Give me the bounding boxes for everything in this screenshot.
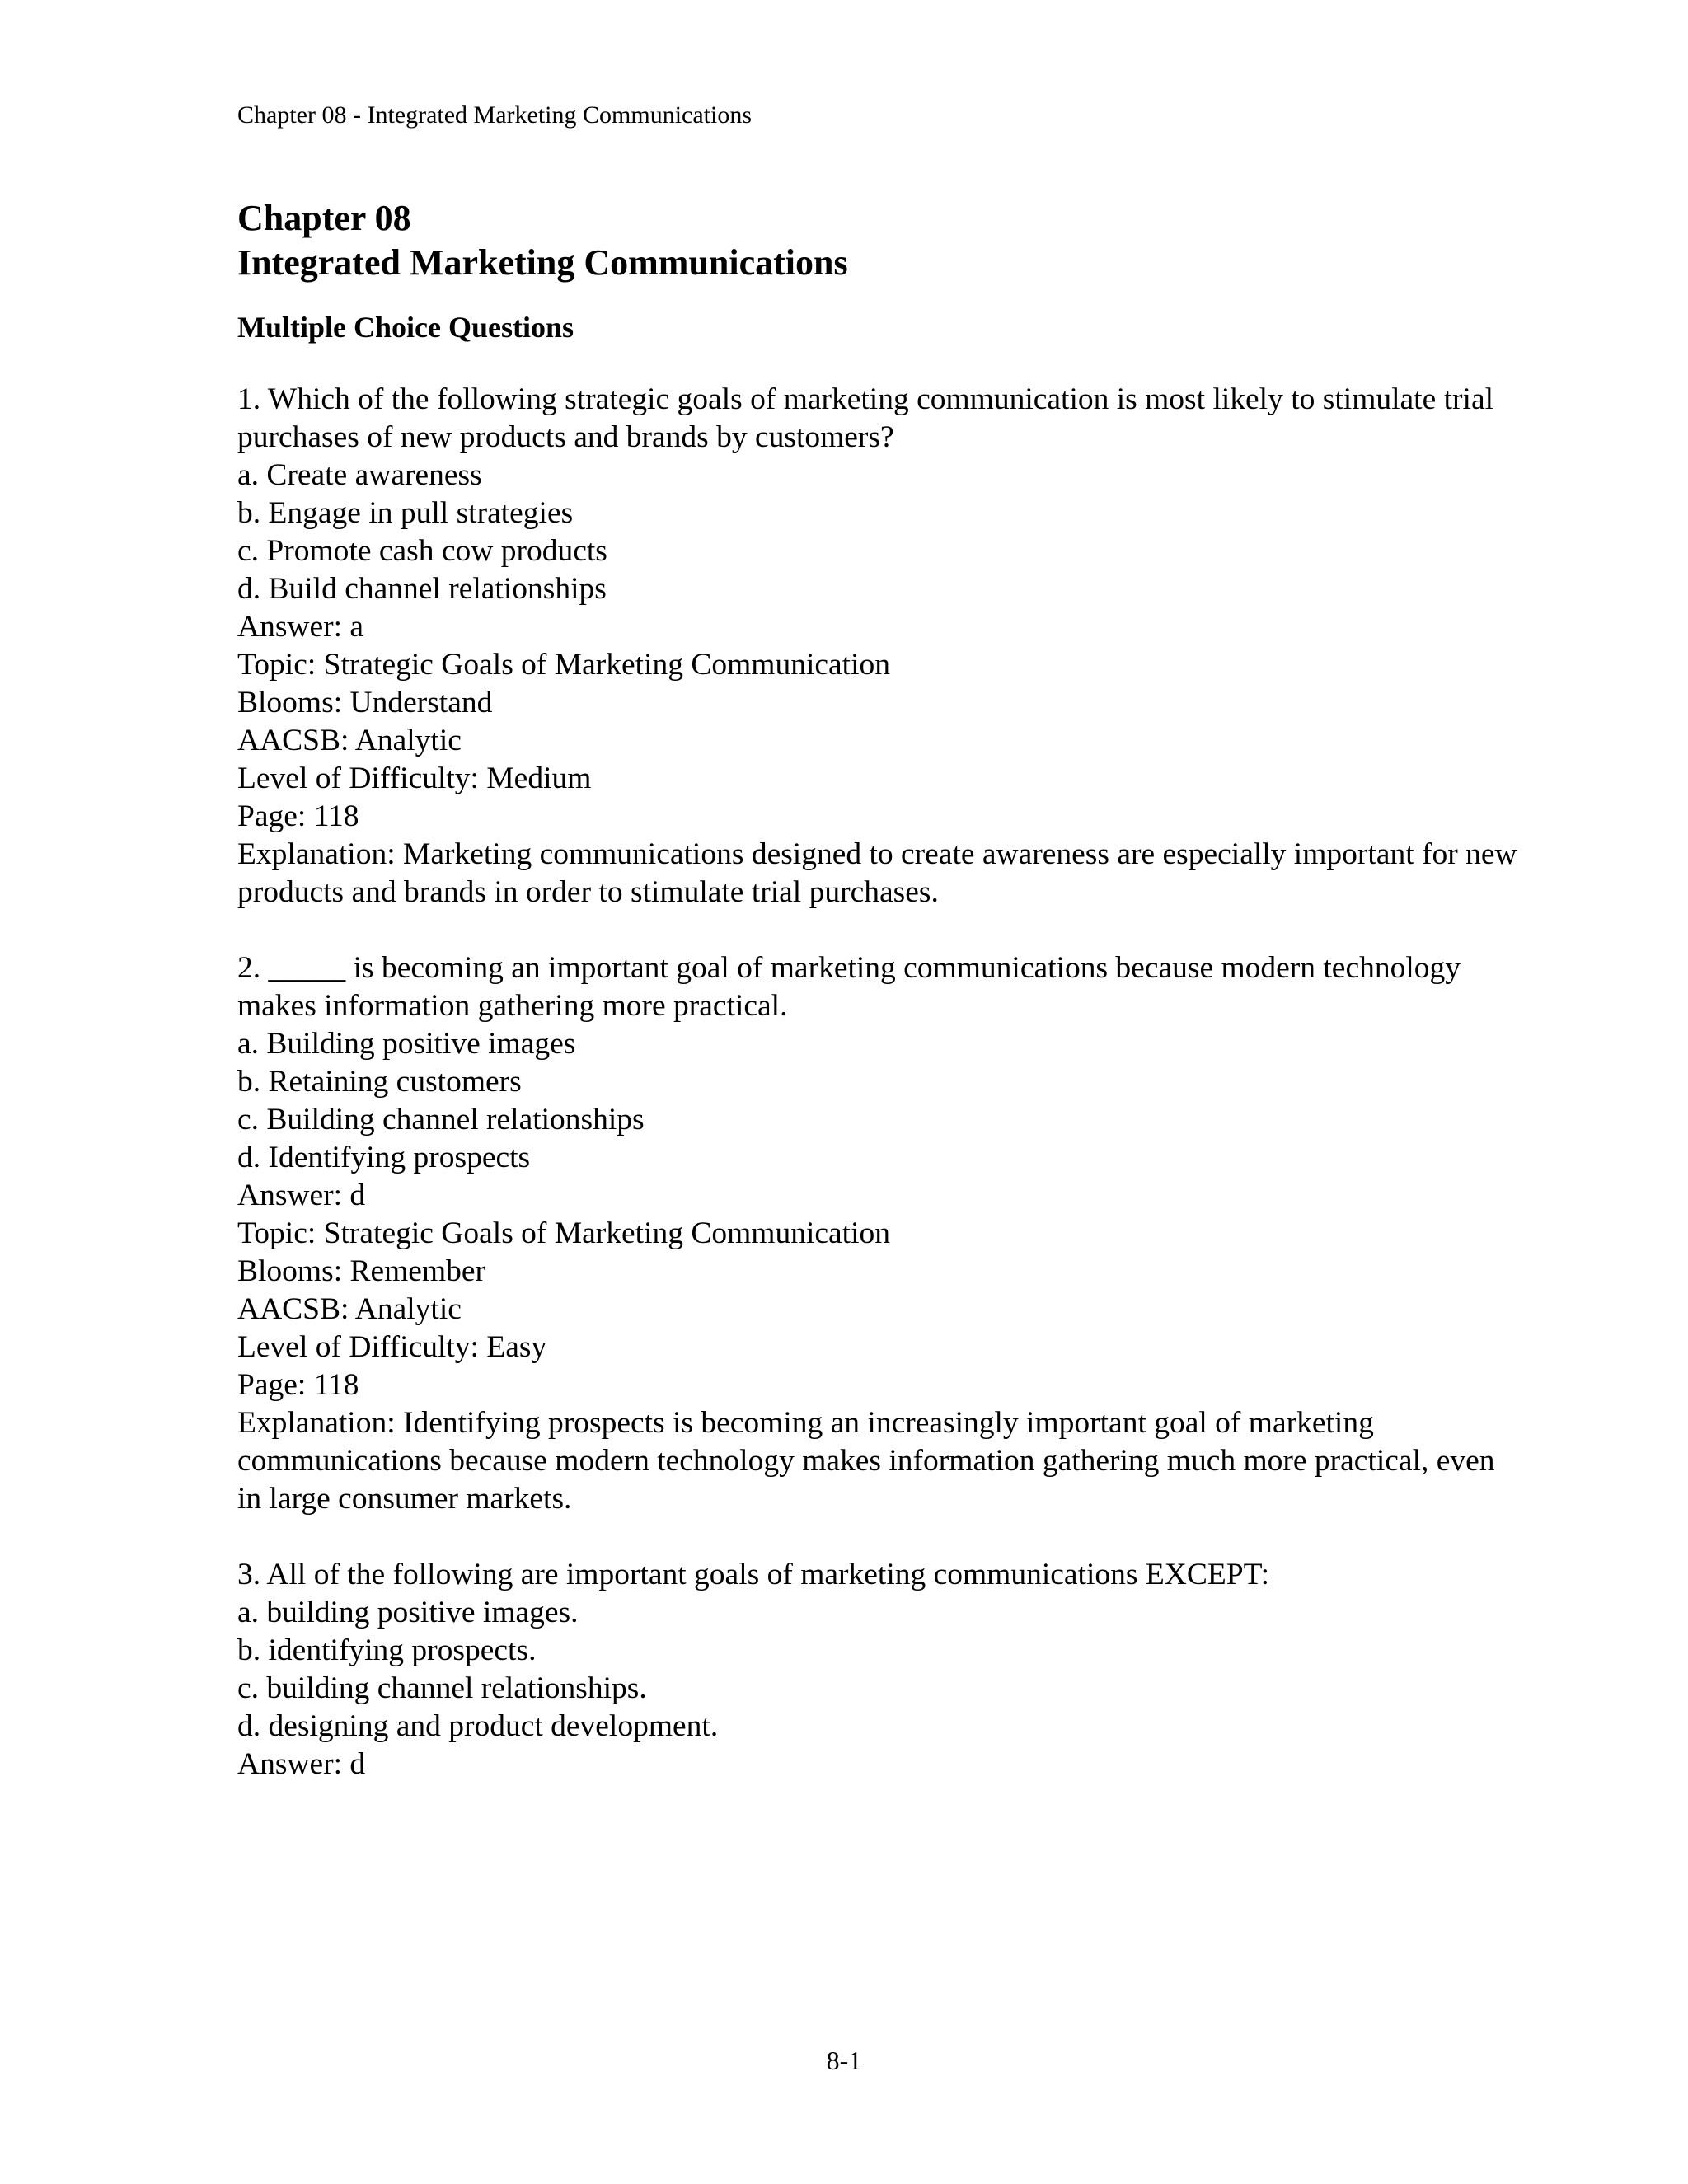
explanation: Explanation: Identifying prospects is becoming an increasingly important goal of marketing communications because modern technology makes information gathering much more practical, even in large consumer markets.	[237, 1406, 1495, 1516]
page-number: 8-1	[826, 2046, 862, 2075]
chapter-title	[237, 196, 1523, 285]
answer: Answer: d	[237, 1179, 366, 1212]
question-1	[237, 381, 1523, 912]
blooms: Blooms: Remember	[237, 1254, 486, 1288]
page-reference: Page: 118	[237, 799, 359, 833]
explanation: Explanation: Marketing communications designed to create awareness are especially important for new products and brands in order to stimulate trial purchases.	[237, 837, 1517, 909]
option-c: c. Building channel relationships	[237, 1103, 645, 1137]
option-d: d. designing and product development.	[237, 1709, 719, 1743]
question-3	[237, 1556, 1523, 1783]
topic: Topic: Strategic Goals of Marketing Communication	[237, 648, 891, 682]
topic: Topic: Strategic Goals of Marketing Communication	[237, 1216, 891, 1250]
page-content	[237, 196, 1523, 1821]
aacsb: AACSB: Analytic	[237, 1292, 462, 1326]
aacsb: AACSB: Analytic	[237, 724, 462, 757]
chapter-number: Chapter 08	[237, 198, 411, 238]
difficulty: Level of Difficulty: Medium	[237, 762, 592, 795]
difficulty: Level of Difficulty: Easy	[237, 1330, 547, 1364]
section-title: Multiple Choice Questions	[237, 311, 574, 344]
option-b: b. Retaining customers	[237, 1065, 522, 1099]
option-a: a. Building positive images	[237, 1027, 576, 1061]
blooms: Blooms: Understand	[237, 686, 493, 719]
answer: Answer: d	[237, 1747, 366, 1781]
running-header: Chapter 08 - Integrated Marketing Communications	[237, 101, 753, 129]
question-stem: 1. Which of the following strategic goals of marketing communication is most likely to stimulate trial purchases of new products and brands by customers?	[237, 382, 1494, 454]
question-list	[237, 381, 1523, 1783]
option-c: c. building channel relationships.	[237, 1671, 647, 1705]
question-2	[237, 949, 1523, 1518]
option-b: b. identifying prospects.	[237, 1633, 537, 1667]
page-reference: Page: 118	[237, 1368, 359, 1402]
option-c: c. Promote cash cow products	[237, 534, 607, 568]
question-stem: 2. _____ is becoming an important goal of marketing communications because modern technology makes information gathering more practical.	[237, 951, 1461, 1023]
option-d: d. Identifying prospects	[237, 1141, 531, 1174]
option-a: a. Create awareness	[237, 458, 482, 492]
question-stem: 3. All of the following are important goals of marketing communications EXCEPT:	[237, 1558, 1270, 1591]
option-b: b. Engage in pull strategies	[237, 496, 574, 530]
chapter-name: Integrated Marketing Communications	[237, 242, 848, 283]
option-a: a. building positive images.	[237, 1596, 579, 1629]
answer: Answer: a	[237, 610, 364, 644]
option-d: d. Build channel relationships	[237, 572, 607, 606]
